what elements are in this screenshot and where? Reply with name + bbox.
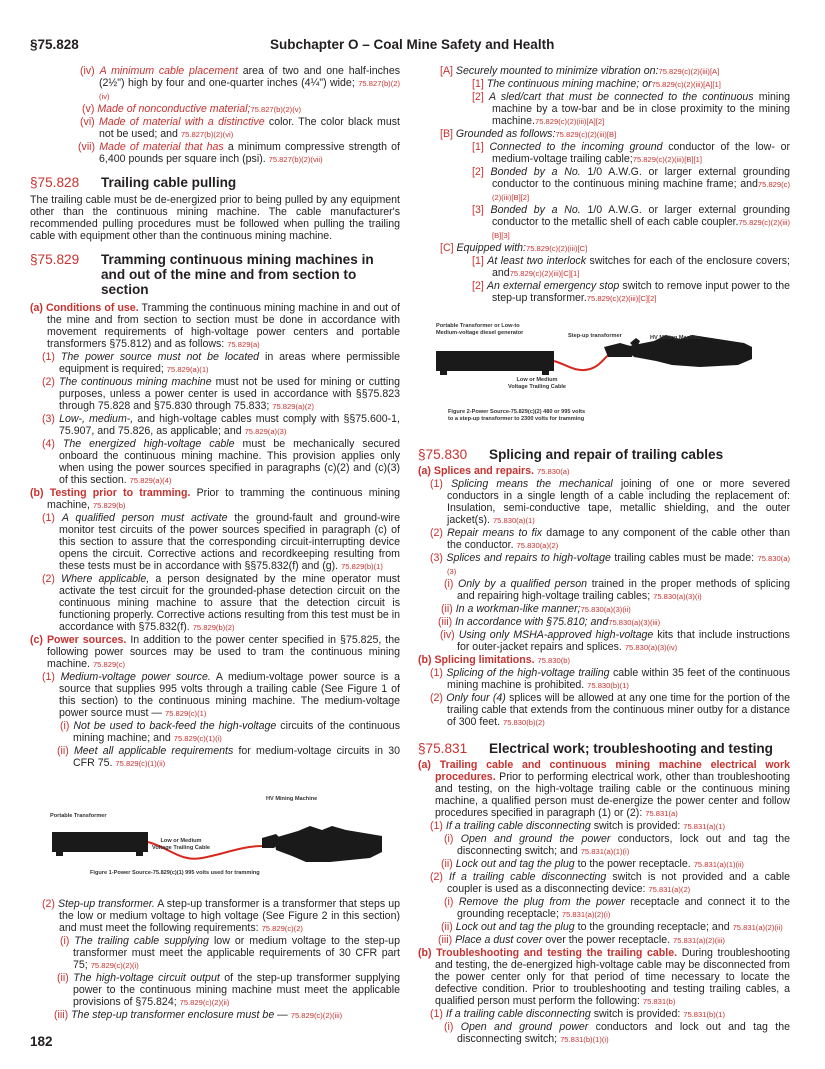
label-portable-transformer-generator: Portable Transformer or Low-to Medium-voltage diesel generator (436, 323, 524, 336)
figure-2-caption: Figure 2-Power Source-75.829(c)(2) 480 or 995 volts to a step-up transformer to 2300 volts for tramming (448, 409, 586, 422)
para-a3 (30, 413, 400, 438)
para-label: (ii) (57, 972, 69, 984)
para-lead: Open and ground the power (460, 833, 611, 845)
para-c1ii (30, 745, 400, 770)
para-text: Prior to tramming the continuous mining machine, (47, 487, 400, 511)
label-hv-mining-machine: HV Mining Machine (266, 796, 318, 802)
header-section-ref: §75.828 (30, 37, 79, 52)
para-sa2i (418, 896, 790, 921)
para-label: (3) (430, 552, 443, 564)
para-lead: Grounded as follows: (455, 128, 556, 140)
section-title: Electrical work; troubleshooting and testing (489, 741, 773, 756)
para-a3ii (418, 603, 790, 616)
para-text: switches for each of the enclosure covers; and (492, 255, 790, 279)
header-title: Subchapter O – Coal Mine Safety and Health (270, 37, 555, 52)
para-label: (a) (30, 302, 43, 314)
para-text: must be mechanically secured onboard the continuous mining machine. This provision applies only when using the power sources specified in paragraphs (c)(2) and (c)(3) of this section. (59, 438, 401, 486)
para-vii (30, 141, 400, 166)
para-label: (a) (418, 759, 431, 771)
section-number: §75.829 (30, 252, 80, 267)
section-body-75-828: The trailing cable must be de-energized prior to being pulled by any equipment other than the continuous mining machine. The cable manufacturer's recommended pulling procedures must be followed when pulling the trailing cable with equipment other than the continuous mining machine. (30, 194, 400, 242)
para-lead: Only by a qualified person (458, 578, 588, 590)
para-lead: Meet all applicable requirements (73, 745, 234, 757)
para-label: (iii) (54, 1009, 69, 1021)
para-sa2ii (418, 921, 790, 934)
para-text: receptacle and connect it to the grounding receptacle; (457, 896, 791, 920)
para-sa1 (418, 820, 790, 833)
para-text: During troubleshooting and testing, the de-energized high-voltage cable may be disconnected from the power center only for that period of time necessary to locate the defective condition. Prior to troubleshooting and testing trailing cables, a qualified person must perform the following: (435, 947, 790, 1007)
para-label: (b) (30, 487, 44, 499)
para-lead: Step-up transformer. (58, 898, 155, 910)
para-label: (1) (42, 351, 55, 363)
section-title: Tramming continuous mining machines in and out of the mine and from section to section (101, 252, 374, 297)
para-lead: Made of material that has (99, 141, 224, 153)
para-text: Prior to performing electrical work, other than troubleshooting and testing, on the high-voltage trailing cable or the continuous mining machine, a qualified person must de-energize the power center and follow procedures specified in paragraph (1) or (2): (435, 771, 790, 819)
para-b (418, 654, 790, 667)
citation: 75.831(a)(2)(i) (561, 910, 611, 919)
citation: 75.829(c)(2)(iii)[A][2] (535, 117, 605, 126)
citation: 75.830(a)(3)(iv) (624, 643, 678, 652)
para-lead: Splices and repairs to high-voltage (446, 552, 611, 564)
citation: 75.831(a)(2)(ii) (732, 923, 783, 932)
para-lead: In a workman-like manner; (455, 603, 581, 615)
para-lead: Only four (4) (446, 692, 506, 704)
citation: 75.829(c)(2)(ii) (179, 998, 230, 1007)
citation: 75.830(b)(1) (587, 681, 629, 690)
citation: 75.829(c)(2)(i) (90, 961, 139, 970)
para-text: In addition to the power center specified in §75.825, the following power sources may be used to tram the continuous mining machine. (47, 634, 401, 670)
citation: 75.829(c)(2)(iii)[C][2] (586, 294, 657, 303)
para-B (418, 128, 790, 141)
para-label: (i) (444, 578, 454, 590)
para-text: of the step-up transformer supplying power to the continuous mining machine must meet the applicable provisions of §75.824; (73, 972, 400, 1008)
para-lead: Where applicable, (61, 573, 150, 585)
para-label: (1) (430, 667, 443, 679)
para-lead: In accordance with §75.810; and (455, 616, 609, 628)
para-text: and high-voltage cables must comply with §§75.600-1, 75.907, and 75.826, as applicable; and (59, 413, 400, 437)
para-a3iv (418, 629, 790, 654)
citation: 75.830(a)(3)(iii) (608, 618, 661, 627)
citation: 75.829(c)(2)(iii)[C] (526, 244, 588, 253)
para-heading: Power sources. (46, 634, 127, 646)
para-label: (ii) (441, 858, 453, 870)
para-label: (1) (430, 1008, 443, 1020)
para-text: over the power receptacle. (545, 934, 671, 946)
para-text: mining machine by a tow-bar and be in close proximity to the mining machine. (492, 91, 790, 127)
para-text: switch to remove input power to the step-up transformer. (492, 280, 790, 304)
citation: 75.831(a)(1) (683, 822, 726, 831)
para-label: (2) (42, 898, 55, 910)
para-text: conductor of the low- or medium-voltage trailing cable; (492, 141, 790, 165)
para-lead: The continuous mining machine; or (486, 78, 652, 90)
para-lead: If a trailing cable disconnecting (449, 871, 607, 883)
para-heading: Splices and repairs. (433, 465, 535, 477)
para-heading: Conditions of use. (46, 302, 139, 314)
para-lead: Remove the plug from the power (458, 896, 625, 908)
citation: 75.827(b)(2)(vi) (180, 130, 234, 139)
para-label: (1) (430, 820, 443, 832)
citation: 75.831(a)(2) (648, 885, 691, 894)
section-heading-75-829 (30, 252, 400, 297)
label-trailing-cable: Low or Medium Voltage Trailing Cable (152, 838, 211, 851)
para-label: (iv) (80, 65, 95, 77)
para-C (418, 242, 790, 255)
para-text: to the power receptacle. (577, 858, 691, 870)
citation: 75.829(a) (227, 340, 260, 349)
portable-transformer-shape (436, 351, 554, 375)
para-label: [C] (440, 242, 454, 254)
para-sa1ii (418, 858, 790, 871)
para-lead: The high-voltage circuit output (73, 972, 220, 984)
para-lead: Connected to the incoming ground (489, 141, 663, 153)
para-text: joining of one or more severed conductors in a single length of a cable including the replacement of: Insulation, semi-conductive tape, metallic shielding, and the outer jacket(s). (447, 478, 790, 526)
para-label: (2) (42, 573, 55, 585)
para-label: (b) (418, 947, 432, 959)
para-text: switch is provided: (593, 820, 681, 832)
para-sb1i (418, 1021, 790, 1046)
para-lead: A sled/cart that must be connected to the continuous (489, 91, 754, 103)
left-column (30, 65, 400, 1022)
para-text: for medium-voltage circuits in 30 CFR 75. (73, 745, 400, 769)
para-lead: An external emergency stop (486, 280, 620, 292)
citation: 75.831(a)(1)(ii) (693, 860, 744, 869)
para-c2ii (30, 972, 400, 1009)
citation: 75.829(c)(1) (164, 709, 207, 718)
citation: 75.829(c)(2)(iii) (290, 1011, 343, 1020)
para-label: [2] (472, 166, 484, 178)
para-A1 (418, 78, 790, 91)
citation: 75.830(b)(2) (502, 718, 545, 727)
para-a3 (418, 552, 790, 578)
para-lead: Medium-voltage power source. (60, 671, 211, 683)
para-text: switch is not provided and a cable coupler is used as a disconnecting device: (447, 871, 791, 895)
para-lead: Repair means to fix (447, 527, 543, 539)
para-sa2iii (418, 934, 790, 947)
para-heading: Trailing cable and continuous mining machine electrical work procedures. (435, 759, 790, 783)
para-text: Tramming the continuous mining machine in and out of the mine and from section to section must be done in accordance with movement requirements of high-voltage power centers and portable transformers §75.812) and as follows: (47, 302, 400, 350)
page-number: 182 (30, 1034, 53, 1049)
para-label: [1] (472, 255, 484, 267)
para-lead: The energized high-voltage cable (62, 438, 235, 450)
para-text: splices will be allowed at any one time for the portion of the trailing cable that extends from the continuous miner outby for a distance of 300 feet. (447, 692, 790, 728)
citation: 75.829(c)(1)(i) (173, 734, 222, 743)
citation: 75.831(b)(1) (683, 1010, 726, 1019)
para-lead: Equipped with: (456, 242, 526, 254)
section-title: Splicing and repair of trailing cables (489, 447, 724, 462)
para-sa2 (418, 871, 790, 896)
para-label: (a) (418, 465, 431, 477)
para-a1 (418, 478, 790, 527)
para-b2 (418, 692, 790, 729)
para-text: damage to any component of the cable other than the conductor. (447, 527, 790, 551)
para-b1 (418, 667, 790, 692)
para-label: (b) (418, 654, 432, 666)
citation: 75.830(a) (536, 467, 570, 476)
para-lead: Open and ground power (460, 1021, 589, 1033)
para-B1 (418, 141, 790, 166)
citation: 75.830(b) (537, 656, 571, 665)
para-lead: The continuous mining machine (58, 376, 212, 388)
citation: 75.829(b)(1) (341, 562, 383, 571)
para-label: (c) (30, 634, 43, 646)
para-label: (i) (444, 833, 454, 845)
section-number: §75.828 (30, 175, 80, 190)
para-c2i (30, 935, 400, 972)
citation: 75.829(c)(2)(iii)[C][1] (509, 269, 580, 278)
section-heading-75-831 (418, 741, 790, 756)
para-lead: A qualified person must activate (61, 512, 228, 524)
para-lead: Low-, medium-, (59, 413, 134, 425)
para-label: (ii) (441, 921, 453, 933)
citation: 75.829(c)(2) (261, 924, 303, 933)
citation: 75.827(b)(2)(iv) (99, 79, 400, 101)
citation: 75.831(b)(1)(i) (560, 1035, 609, 1044)
citation: 75.829(a)(2) (272, 402, 315, 411)
citation: 75.830(a)(3)(i) (653, 592, 702, 601)
citation: 75.827(b)(2)(v) (250, 105, 302, 114)
para-label: (1) (42, 671, 55, 683)
citation: 75.829(c)(2)(iii)[B][1] (632, 155, 702, 164)
para-label: [B] (440, 128, 453, 140)
para-label: (ii) (57, 745, 69, 757)
para-label: (3) (42, 413, 55, 425)
para-A (418, 65, 790, 78)
para-a2 (30, 376, 400, 413)
figure-1-caption: Figure 1-Power Source-75.829(c)(1) 995 volts used for tramming (90, 870, 260, 876)
para-lead: Bonded by a No. (490, 204, 581, 216)
para-a2 (418, 527, 790, 552)
para-lead: The trailing cable supplying (74, 935, 209, 947)
section-number: §75.831 (418, 741, 468, 756)
citation: 75.829(c)(2)(iii)[B][3] (492, 218, 790, 240)
para-c2iii (30, 1009, 400, 1022)
para-c1i (30, 720, 400, 745)
para-text: 1/0 A.W.G. or larger external grounding conductor to the continuous mining machine frame; and (492, 166, 790, 190)
para-b2 (30, 573, 400, 634)
para-text: the ground-fault and ground-wire monitor test circuits of the power sources specified in paragraph (c) of this section to assure that the corresponding circuit-interrupting device opens the circuit. Corrective actions and recordkeeping resulting from these tests must be in accordance with §§75.832(f) and (g). (59, 512, 400, 572)
para-a3iii (418, 616, 790, 629)
section-heading-75-828 (30, 175, 400, 190)
citation: 75.831(a) (645, 809, 678, 818)
para-label: (iv) (440, 629, 455, 641)
para-lead: Made of material with a distinctive (99, 116, 265, 128)
para-label: (iii) (438, 616, 453, 628)
citation: 75.829(b)(2) (192, 623, 235, 632)
para-lead: The power source must not be located (60, 351, 260, 363)
label-trailing-cable: Low or Medium Voltage Trailing Cable (508, 377, 567, 390)
para-lead: Securely mounted to minimize vibration on: (455, 65, 659, 77)
para-lead: Place a dust cover (455, 934, 543, 946)
para-a (418, 465, 790, 478)
para-label: [1] (472, 141, 484, 153)
para-lead: Splicing means the mechanical (451, 478, 613, 490)
para-text: trained in the proper methods of splicing and repairing high-voltage trailing cables; (457, 578, 790, 602)
para-text: color. The color black must not be used; and (99, 116, 400, 140)
para-text: must not be used for mining or cutting purposes, unless a power center is used in accordance with §§75.823 through 75.828 and §75.830 through 75.833; (59, 376, 401, 412)
citation: 75.831(b) (642, 997, 676, 1006)
para-lead: Bonded by a No. (490, 166, 581, 178)
para-label: [A] (440, 65, 453, 77)
para-b (30, 487, 400, 512)
para-lead: Using only MSHA-approved high-voltage (458, 629, 654, 641)
para-lead: Not be used to back-feed the high-voltage (73, 720, 277, 732)
para-lead: If a trailing cable disconnecting (445, 820, 591, 832)
citation: 75.829(c)(2)(iii)[B][2] (492, 180, 790, 202)
para-C1 (418, 255, 790, 280)
para-text: conductors, lock out and tag the disconnecting switch; and (457, 833, 790, 857)
citation: 75.829(c)(2)(iii)[B] (555, 130, 617, 139)
para-c2 (30, 898, 400, 935)
para-label: (vi) (80, 116, 95, 128)
para-heading: Splicing limitations. (434, 654, 535, 666)
para-c1 (30, 671, 400, 720)
para-label: (ii) (441, 603, 453, 615)
para-text: circuits of the continuous mining machine; and (73, 720, 400, 744)
citation: 75.829(c)(1)(ii) (115, 759, 166, 768)
section-number: §75.830 (418, 447, 468, 462)
para-label: (2) (430, 527, 443, 539)
para-heading: Testing prior to tramming. (49, 487, 191, 499)
para-sa (418, 759, 790, 820)
para-label: (i) (444, 896, 454, 908)
citation: 75.830(a)(1) (492, 516, 535, 525)
para-label: [2] (472, 91, 484, 103)
para-text: switch is provided: (593, 1008, 681, 1020)
citation: 75.831(a)(1)(i) (580, 847, 630, 856)
citation: 75.827(b)(2)(vii) (268, 155, 323, 164)
para-heading: Troubleshooting and testing the trailing cable. (436, 947, 678, 959)
citation: 75.829(c)(2)(iii)[A][1] (651, 80, 721, 89)
citation: 75.829(c) (92, 660, 126, 669)
label-portable-transformer: Portable Transformer (50, 813, 107, 819)
para-c (30, 634, 400, 671)
para-text: in areas where permissible equipment is required; (59, 351, 400, 375)
para-a (30, 302, 400, 351)
para-a1 (30, 351, 400, 376)
right-column (418, 65, 790, 1046)
para-A2 (418, 91, 790, 128)
para-vi (30, 116, 400, 141)
para-sa1i (418, 833, 790, 858)
para-label: (2) (42, 376, 55, 388)
para-lead: Lock out and tag the plug (455, 921, 575, 933)
portable-transformer-shape (52, 832, 148, 856)
para-text: low or medium voltage to the step-up transformer must meet the applicable requirements of 30 CFR part 75; (73, 935, 400, 971)
mining-machine-shape (262, 826, 382, 862)
citation: 75.829(a)(1) (166, 365, 209, 374)
para-lead: Splicing of the high-voltage trailing (446, 667, 610, 679)
figure-1-drawing (30, 778, 400, 898)
para-text: a minimum compressive strength of 6,400 pounds per square inch (psi). (99, 141, 400, 165)
para-v (30, 103, 400, 116)
para-text: 1/0 A.W.G. or larger external grounding conductor to the metallic shell of each cable coupler. (492, 204, 790, 228)
citation: 75.829(a)(4) (129, 476, 172, 485)
citation: 75.830(a)(3)(ii) (580, 605, 631, 614)
para-C2 (418, 280, 790, 305)
label-hv-mining-machine: HV Mining Machine (650, 335, 702, 341)
para-iv (30, 65, 400, 103)
para-sb (418, 947, 790, 1008)
para-label: (v) (82, 103, 95, 115)
citation: 75.830(a)(3) (447, 554, 790, 576)
para-label: (vii) (78, 141, 96, 153)
para-text: kits that include instructions for outer-jacket repairs and splices. (457, 629, 790, 653)
para-label: (i) (60, 935, 70, 947)
para-B2 (418, 166, 790, 204)
para-text: A medium-voltage power source is a source that supplies 995 volts through a trailing cable (See Figure 1 of this section) to the continuous mining machine. The medium-voltage power source must — (59, 671, 400, 719)
citation: 75.829(a)(3) (244, 427, 287, 436)
para-text: A step-up transformer is a transformer that steps up the low or medium voltage to high voltage (See Figure 2 in this section) and must meet the following requirements: (59, 898, 400, 934)
para-label: (i) (444, 1021, 454, 1033)
para-text: to the grounding receptacle; and (577, 921, 730, 933)
citation: 75.829(c)(2)(iii)[A] (658, 67, 720, 76)
para-a4 (30, 438, 400, 487)
para-text: cable within 35 feet of the continuous mining machine is prohibited. (447, 667, 791, 691)
para-label: (2) (430, 871, 443, 883)
section-heading-75-830 (418, 447, 790, 462)
para-text: trailing cables must be made: (614, 552, 755, 564)
para-label: [3] (472, 204, 484, 216)
para-text: a person designated by the mine operator must activate the test circuit for the grounded-phase detection circuit on the continuous mining machine to assure that the detection circuit is functioning properly. Corrective actions resulting from this test must be in accordance with §75.832(f). (59, 573, 401, 633)
para-label: (1) (430, 478, 443, 490)
para-sb1 (418, 1008, 790, 1021)
para-label: (1) (42, 512, 55, 524)
para-lead: At least two interlock (487, 255, 587, 267)
para-a3i (418, 578, 790, 603)
para-text: conductors and lock out and tag the disconnecting switch; (457, 1021, 790, 1045)
para-b1 (30, 512, 400, 573)
para-label: (iii) (438, 934, 453, 946)
para-label: [1] (472, 78, 484, 90)
para-label: [2] (472, 280, 484, 292)
citation: 75.831(a)(2)(iii) (672, 936, 725, 945)
para-B3 (418, 204, 790, 242)
figure-2 (418, 317, 790, 435)
para-lead: Lock out and tag the plug (455, 858, 575, 870)
para-lead: If a trailing cable disconnecting (445, 1008, 591, 1020)
para-lead: A minimum cable placement (99, 65, 238, 77)
para-lead: Made of nonconductive material; (97, 103, 251, 115)
para-label: (2) (430, 692, 443, 704)
para-label: (4) (42, 438, 55, 450)
para-text: area of two and one half-inches (2½") high by four and one-quarter inches (4¼") wide; (99, 65, 401, 89)
label-step-up-transformer: Step-up transformer (568, 333, 622, 339)
section-title: Trailing cable pulling (101, 175, 237, 190)
para-label: (i) (60, 720, 70, 732)
citation: 75.830(a)(2) (516, 541, 559, 550)
citation: 75.829(b) (92, 501, 126, 510)
para-lead: The step-up transformer enclosure must be — (71, 1009, 288, 1021)
figure-1 (30, 778, 400, 898)
